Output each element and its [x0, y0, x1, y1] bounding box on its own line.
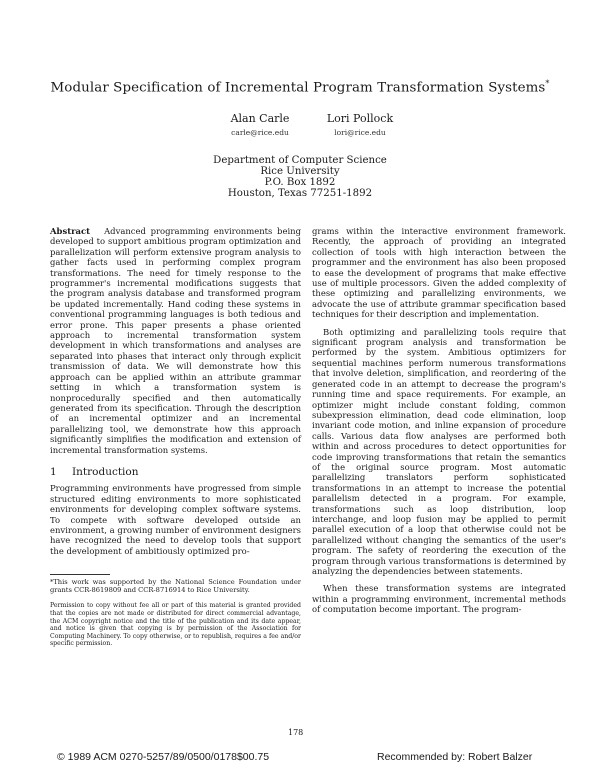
right-paragraph-3: When these transformation systems are integrated within a programming environment, incremental methods of computation become important. The program- — [312, 583, 566, 615]
abstract — [50, 226, 301, 455]
footnote: *This work was supported by the National Science Foundation under grants CCR-8619809 and CCR-8716914 to Rice University. — [50, 578, 301, 595]
affiliation-university: Rice University — [260, 166, 340, 177]
author-name: Alan Carle — [230, 112, 290, 125]
affiliation-city: Houston, Texas 77251-1892 — [227, 188, 373, 199]
author-block — [305, 112, 415, 137]
paper-title — [40, 79, 560, 95]
abstract-label: Abstract — [50, 226, 91, 236]
right-paragraph-1: grams within the interactive environment framework. Recently, the approach of providing an integrated collection of tools with high interaction between the programmer and the environment has also been proposed to ease the development of programs that make effective use of multiple processors. Given the added complexity of these optimizing and parallelizing environments, we advocate the use of attribute grammar specification based techniques for their description and implementation. — [312, 226, 566, 320]
title-footnote-mark: * — [545, 79, 550, 88]
author-block — [205, 112, 315, 137]
affiliation — [150, 155, 450, 199]
section-heading — [50, 467, 301, 477]
author-name: Lori Pollock — [326, 112, 394, 125]
affiliation-box: P.O. Box 1892 — [264, 177, 336, 188]
right-column — [312, 226, 566, 615]
section-number: 1 — [50, 465, 57, 478]
footnote-rule — [50, 574, 110, 575]
copyright-line: © 1989 ACM 0270-5257/89/0500/0178$00.75 — [57, 751, 270, 763]
recommended-by: Recommended by: Robert Balzer — [377, 751, 533, 763]
right-paragraph-2: Both optimizing and parallelizing tools require that significant program analysis and transformation be performed by the system. Ambitious optimizers for sequential machines perform numerous transformations that involve deletion, simplification, and reordering of the generated code in an attempt to decrease the program's running time and space requirements. For example, an optimizer might include constant folding, common subexpression elimination, dead code elimination, loop invariant code motion, and inline expansion of procedure calls. Various data flow analyses are performed both within and across procedures to detect opportunities for code improving transformations that retain the semantics of the original source program. Most automatic parallelizing translators perform sophisticated transformations in an attempt to increase the potential parallelism detected in a program. For example, transformations such as loop distribution, loop interchange, and loop fusion may be applied to permit parallel execution of a loop that otherwise could not be parallelized without changing the semantics of the user's program. The safety of reordering the execution of the program through various transformations is determined by analyzing the dependencies between statements. — [312, 326, 566, 576]
intro-paragraph: Programming environments have progressed from simple structured editing environments to more sophisticated environments for developing complex software systems. To compete with software developed outside an environment, a growing number of environment designers have recognized the need to develop tools that support the development of ambitiously optimized pro- — [50, 483, 301, 556]
author-email: carle@rice.edu — [231, 128, 289, 137]
author-email: lori@rice.edu — [334, 128, 386, 137]
permission-notice: Permission to copy without fee all or part of this material is granted provided that the copies are not made or distributed for direct commercial advantage, the ACM copyright notice and the title of the publication and its date appear, and notice is given that copying is by permission of the Association for Computing Machinery. To copy otherwise, or to republish, requires a fee and/or specific permission. — [50, 602, 301, 648]
abstract-text: Advanced programming environments being developed to support ambitious program optimization and parallelization will perform extensive program analysis to gather facts used in performing complex program transformations. The need for timely response to the programmer's incremental modifications suggests that the program analysis database and transformed program be updated incrementally. Hand coding these systems in conventional programming languages is both tedious and error prone. This paper presents a phase oriented approach to incremental transformation system development in which transformations and analyses are separated into phases that interact only through explicit transmission of data. We will demonstrate how this approach can be applied within an attribute grammar setting in which a transformation system is nonprocedurally specified and then automatically generated from its specification. Through the description of an incremental optimizer and an incremental parallelizing tool, we demonstrate how this approach significantly simplifies the modification and extension of incremental transformation systems. — [50, 226, 301, 455]
left-column — [50, 226, 301, 648]
affiliation-dept: Department of Computer Science — [213, 155, 387, 166]
page-number: 178 — [288, 728, 304, 737]
title-text: Modular Specification of Incremental Program Transformation Systems — [50, 80, 546, 96]
section-title: Introduction — [72, 465, 139, 478]
